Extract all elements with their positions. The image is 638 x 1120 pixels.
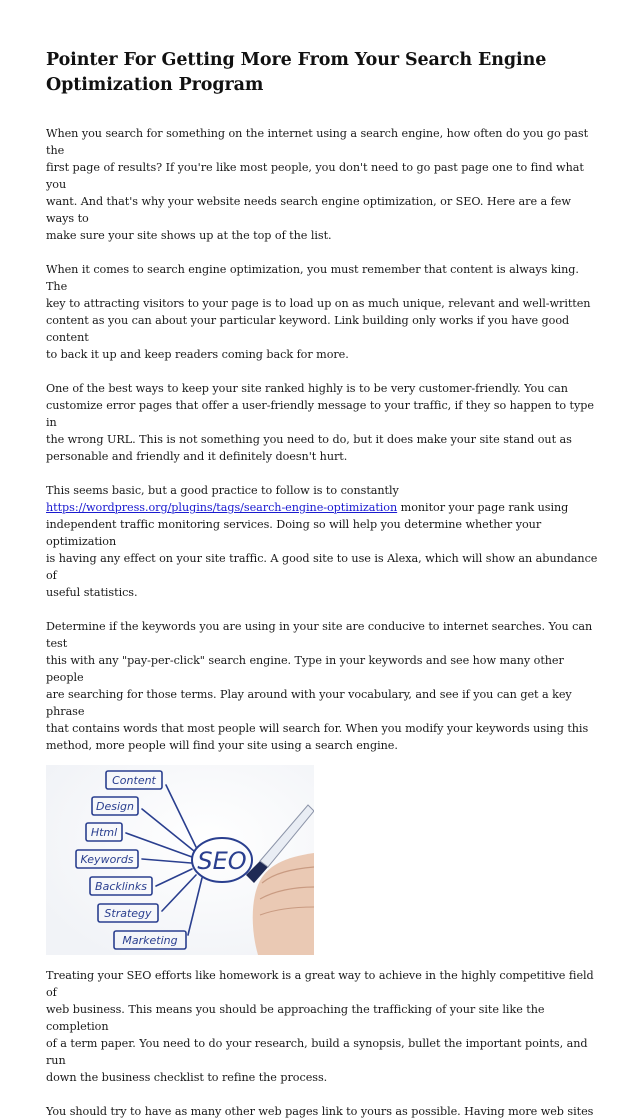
p1-line: make sure your site shows up at the top of the list. <box>46 229 332 242</box>
p5-line: are searching for those terms. Play around with your vocabulary, and see if you can get a key phrase <box>46 688 572 718</box>
seo-diagram-svg <box>46 765 314 955</box>
p1-line: When you search for something on the internet using a search engine, how often do you go past the <box>46 127 589 157</box>
p4-line: independent traffic monitoring services. Doing so will help you determine whether your optimization <box>46 518 542 548</box>
label-content: Content <box>112 774 156 787</box>
title-line-1: Pointer For Getting More From Your Search Engine <box>46 50 547 70</box>
p3-line: One of the best ways to keep your site ranked highly is to be very customer-friendly. You can <box>46 382 568 395</box>
p6-line: Treating your SEO efforts like homework is a great way to achieve in the highly competitive field of <box>46 969 594 999</box>
p5-line: method, more people will find your site using a search engine. <box>46 739 398 752</box>
label-backlinks: Backlinks <box>95 880 147 893</box>
p2-line: When it comes to search engine optimization, you must remember that content is always king. The <box>46 263 579 293</box>
p3-line: customize error pages that offer a user-friendly message to your traffic, if they so happen to type in <box>46 399 594 429</box>
label-marketing: Marketing <box>122 934 178 947</box>
paragraph-2 <box>46 261 598 363</box>
p5-line: this with any "pay-per-click" search engine. Type in your keywords and see how many other people <box>46 654 564 684</box>
paragraph-7 <box>46 1103 598 1120</box>
wordpress-seo-link[interactable]: https://wordpress.org/plugins/tags/search-engine-optimization <box>46 501 398 514</box>
p4-line: monitor your page rank using <box>397 501 569 514</box>
p4-line: useful statistics. <box>46 586 138 599</box>
p4-line: is having any effect on your site traffic. A good site to use is Alexa, which will show an abundance of <box>46 552 598 582</box>
p6-line: web business. This means you should be approaching the trafficking of your site like the completion <box>46 1003 545 1033</box>
p6-line: down the business checklist to refine the process. <box>46 1071 328 1084</box>
paragraph-6 <box>46 967 598 1086</box>
label-design: Design <box>96 800 134 813</box>
p1-line: first page of results? If you're like most people, you don't need to go past page one to find what you <box>46 161 584 191</box>
p4-line: This seems basic, but a good practice to follow is to constantly <box>46 484 399 497</box>
article-title <box>46 48 598 98</box>
p3-line: personable and friendly and it definitely doesn't hurt. <box>46 450 348 463</box>
label-strategy: Strategy <box>104 907 152 920</box>
p2-line: to back it up and keep readers coming back for more. <box>46 348 349 361</box>
paragraph-1 <box>46 125 598 244</box>
document-page <box>46 48 598 1120</box>
paragraph-4 <box>46 482 598 601</box>
p6-line: of a term paper. You need to do your research, build a synopsis, bullet the important points, and run <box>46 1037 588 1067</box>
title-line-2: Optimization Program <box>46 75 264 95</box>
p2-line: content as you can about your particular keyword. Link building only works if you have good content <box>46 314 570 344</box>
paragraph-5 <box>46 618 598 754</box>
p1-line: want. And that's why your website needs search engine optimization, or SEO. Here are a few ways to <box>46 195 571 225</box>
label-keywords: Keywords <box>80 853 134 866</box>
label-html: Html <box>90 826 118 839</box>
paragraph-3 <box>46 380 598 465</box>
p7-line: You should try to have as many other web pages link to yours as possible. Having more web sites <box>46 1105 594 1118</box>
p5-line: Determine if the keywords you are using in your site are conducive to internet searches. You can test <box>46 620 593 650</box>
seo-illustration <box>46 765 314 955</box>
p3-line: the wrong URL. This is not something you need to do, but it does make your site stand out as <box>46 433 572 446</box>
p5-line: that contains words that most people will search for. When you modify your keywords using this <box>46 722 589 735</box>
seo-center-label: SEO <box>197 847 247 875</box>
p2-line: key to attracting visitors to your page is to load up on as much unique, relevant and well-written <box>46 297 591 310</box>
